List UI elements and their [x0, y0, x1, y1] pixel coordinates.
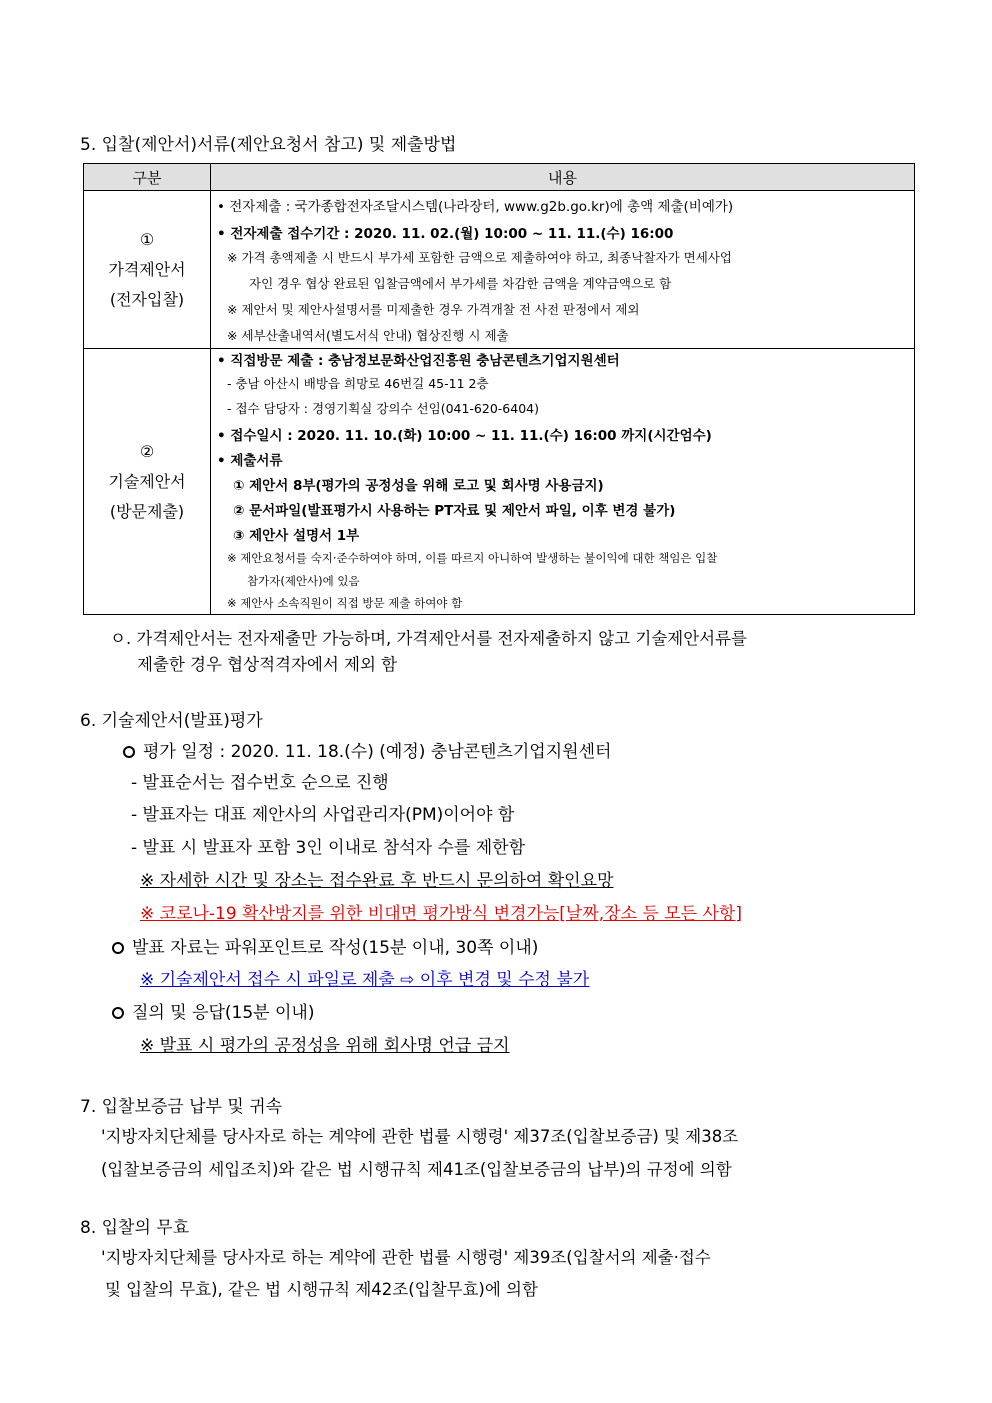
section5-note: 제출한 경우 협상적격자에서 제외 함	[137, 655, 398, 674]
section6-note: ※ 자세한 시간 및 장소는 접수완료 후 반드시 문의하여 확인요망	[140, 871, 614, 891]
row2-line: ※ 제안요청서를 숙지·준수하여야 하며, 이를 따르지 아니하여 발생하는 불이익에 대한 책임은 입찰	[227, 551, 718, 565]
row2-number: ②	[139, 441, 155, 461]
section8-heading: 8. 입찰의 무효	[80, 1218, 190, 1238]
section7-heading: 7. 입찰보증금 납부 및 귀속	[80, 1097, 283, 1117]
row1-line: 자인 경우 협상 완료된 입찰금액에서 부가세를 차감한 금액을 계약금액으로 함	[249, 276, 672, 291]
row2-line: - 충남 아산시 배방읍 희망로 46번길 45-11 2층	[227, 376, 489, 391]
row1-line: • 전자제출 접수기간 : 2020. 11. 02.(월) 10:00 ~ 11. 11.(수) 16:00	[217, 226, 674, 242]
row1-category	[84, 191, 211, 349]
row1-title: 가격제안서	[108, 259, 186, 279]
table-row-price	[84, 191, 915, 349]
section6-dash: - 발표순서는 접수번호 순으로 진행	[131, 773, 389, 793]
section6-item	[112, 933, 538, 958]
circle-bullet-icon	[123, 746, 135, 758]
row2-line: ※ 제안사 소속직원이 직접 방문 제출 하여야 함	[227, 596, 463, 610]
section7-text: '지방자치단체를 당사자로 하는 계약에 관한 법률 시행령' 제37조(입찰보증금) 및 제38조	[101, 1127, 739, 1146]
section6-dash: - 발표자는 대표 제안사의 사업관리자(PM)이어야 함	[131, 805, 515, 825]
section6-note-blue: ※ 기술제안서 접수 시 파일로 제출 ⇨ 이후 변경 및 수정 불가	[140, 970, 590, 990]
row1-line: • 전자제출 : 국가종합전자조달시스템(나라장터, www.g2b.go.kr)에 총액 제출(비예가)	[217, 199, 734, 215]
section5-note: ㅇ. 가격제안서는 전자제출만 가능하며, 가격제안서를 전자제출하지 않고 기술제안서류를	[110, 629, 747, 648]
section7-text: (입찰보증금의 세입조치)와 같은 법 시행규칙 제41조(입찰보증금의 납부)의 규정에 의함	[101, 1160, 732, 1179]
row2-line: • 제출서류	[217, 453, 283, 469]
section6-item-text: 질의 및 응답(15분 이내)	[132, 1003, 315, 1023]
row2-line: ② 문서파일(발표평가시 사용하는 PT자료 및 제안서 파일, 이후 변경 불가)	[233, 503, 676, 519]
row1-content	[211, 191, 915, 349]
circle-bullet-icon	[112, 942, 124, 954]
row1-number: ①	[139, 229, 155, 249]
row2-line: • 접수일시 : 2020. 11. 10.(화) 10:00 ~ 11. 11.(수) 16:00 까지(시간엄수)	[217, 428, 712, 444]
row2-line: ③ 제안사 설명서 1부	[233, 528, 360, 544]
row2-line: • 직접방문 제출 : 충남정보문화산업진흥원 충남콘텐츠기업지원센터	[217, 353, 620, 369]
row1-line: ※ 세부산출내역서(별도서식 안내) 협상진행 시 제출	[227, 328, 509, 343]
section6-note-red: ※ 코로나-19 확산방지를 위한 비대면 평가방식 변경가능[날짜,장소 등 모든 사항]	[140, 904, 742, 924]
section6-note: ※ 발표 시 평가의 공정성을 위해 회사명 언급 금지	[140, 1036, 510, 1056]
section6-dash: - 발표 시 발표자 포함 3인 이내로 참석자 수를 제한함	[131, 838, 526, 858]
section6-item	[123, 737, 611, 762]
section6-heading: 6. 기술제안서(발표)평가	[80, 711, 263, 731]
row1-subtitle: (전자입찰)	[109, 289, 185, 309]
section8-text: '지방자치단체를 당사자로 하는 계약에 관한 법률 시행령' 제39조(입찰서의 제출·접수	[101, 1248, 711, 1267]
table-header-content: 내용	[211, 164, 915, 191]
section8-text: 및 입찰의 무효), 같은 법 시행규칙 제42조(입찰무효)에 의함	[105, 1280, 538, 1299]
row2-content	[211, 349, 915, 615]
section5-heading: 5. 입찰(제안서)서류(제안요청서 참고) 및 제출방법	[80, 135, 457, 155]
row2-subtitle: (방문제출)	[109, 501, 185, 521]
table-row-technical	[84, 349, 915, 615]
table-header-category: 구분	[84, 164, 211, 191]
row1-line: ※ 제안서 및 제안사설명서를 미제출한 경우 가격개찰 전 사전 판정에서 제외	[227, 302, 640, 317]
row2-category	[84, 349, 211, 615]
row1-line: ※ 가격 총액제출 시 반드시 부가세 포함한 금액으로 제출하여야 하고, 최종낙찰자가 면세사업	[227, 250, 732, 265]
section6-item-text: 평가 일정 : 2020. 11. 18.(수) (예정) 충남콘텐츠기업지원센터	[143, 742, 612, 762]
section6-item	[112, 998, 314, 1023]
row2-line: 참가자(제안사)에 있음	[247, 574, 360, 588]
row2-line: - 접수 담당자 : 경영기획실 강의수 선임(041-620-6404)	[227, 401, 539, 416]
row2-title: 기술제안서	[108, 471, 186, 491]
section6-item-text: 발표 자료는 파워포인트로 작성(15분 이내, 30쪽 이내)	[132, 938, 539, 958]
submission-table	[83, 163, 915, 615]
row2-line: ① 제안서 8부(평가의 공정성을 위해 로고 및 회사명 사용금지)	[233, 478, 604, 494]
circle-bullet-icon	[112, 1007, 124, 1019]
